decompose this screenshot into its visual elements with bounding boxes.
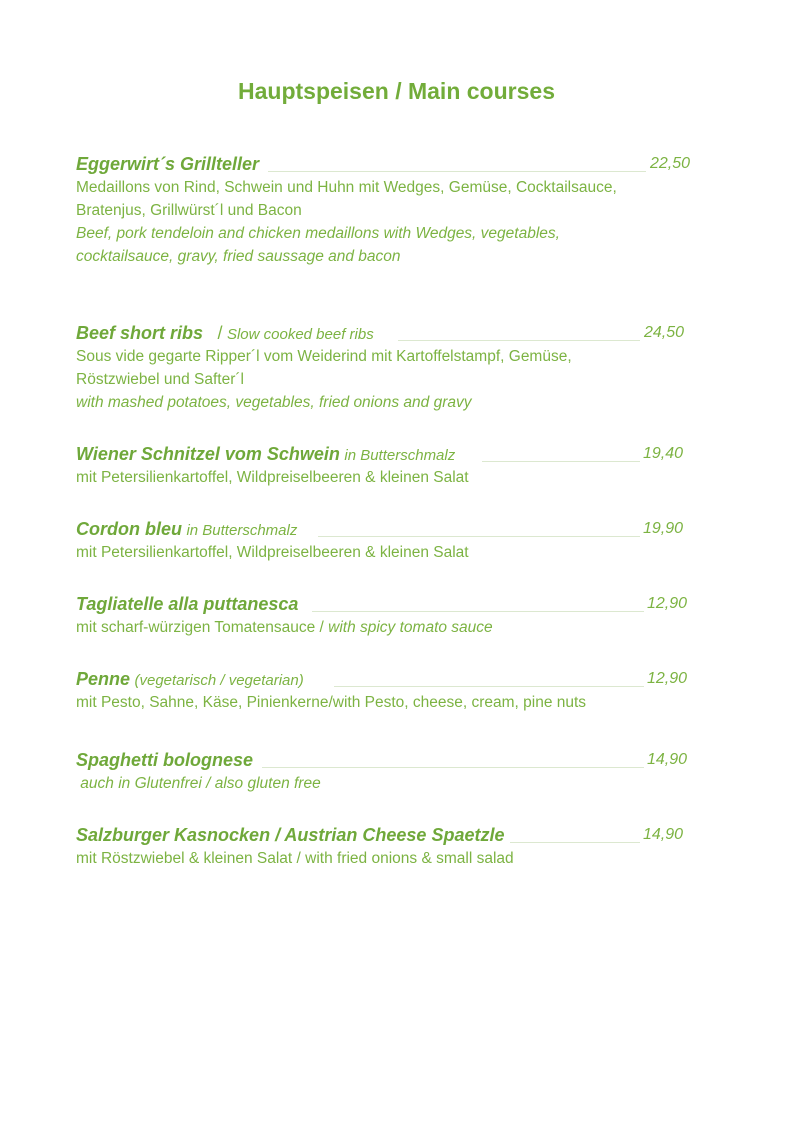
description-de: Bratenjus, Grillwürst´l und Bacon <box>76 202 302 219</box>
dotted-leader <box>268 171 646 172</box>
dish-name: Wiener Schnitzel vom Schwein <box>76 444 340 464</box>
description-de: mit Petersilienkartoffel, Wildpreiselbeeren & kleinen Salat <box>76 469 469 486</box>
dish-price: 12,90 <box>647 595 688 612</box>
description-italic: with spicy tomato sauce <box>328 619 493 636</box>
description-de: mit Petersilienkartoffel, Wildpreiselbeeren & kleinen Salat <box>76 544 469 561</box>
dish-price: 24,50 <box>644 324 685 341</box>
description-plain: mit scharf-würzigen Tomatensauce / <box>76 619 329 636</box>
dish-price: 19,90 <box>643 520 684 537</box>
dotted-leader <box>510 842 640 843</box>
dish-subtitle: (vegetarisch / vegetarian) <box>134 672 304 689</box>
menu-item-header <box>76 823 696 847</box>
dotted-leader <box>482 461 640 462</box>
menu-item-header <box>76 592 696 616</box>
dish-price: 14,90 <box>643 826 684 843</box>
description-en: Beef, pork tendeloin and chicken medaillons with Wedges, vegetables, <box>76 225 560 242</box>
description-de: Medaillons von Rind, Schwein und Huhn mit Wedges, Gemüse, Cocktailsauce, <box>76 179 617 196</box>
dotted-leader <box>334 686 644 687</box>
dotted-leader <box>318 536 640 537</box>
menu-item-header <box>76 152 696 176</box>
dish-subtitle: in Butterschmalz <box>186 522 298 539</box>
menu-item-wiener-schnitzel <box>76 442 696 489</box>
menu-item-header <box>76 517 696 541</box>
dish-subtitle: in Butterschmalz <box>344 447 456 464</box>
description-de: mit Pesto, Sahne, Käse, Pinienkerne/with Pesto, cheese, cream, pine nuts <box>76 694 587 711</box>
menu-item-header <box>76 442 696 466</box>
menu-item-kasnocken <box>76 823 696 870</box>
dotted-leader <box>312 611 644 612</box>
menu-item-cordon-bleu <box>76 517 696 564</box>
description-en: with mashed potatoes, vegetables, fried onions and gravy <box>76 394 472 411</box>
description-de: Sous vide gegarte Ripper´l vom Weiderind mit Kartoffelstampf, Gemüse, <box>76 348 572 365</box>
dotted-leader <box>262 767 644 768</box>
dish-name: Beef short ribs <box>76 323 204 343</box>
dish-price: 12,90 <box>647 670 688 687</box>
description-de <box>76 616 696 639</box>
menu-item-tagliatelle <box>76 592 696 639</box>
dish-name: Eggerwirt´s Grillteller <box>76 154 260 174</box>
menu-item-spaghetti-bolognese <box>76 748 696 795</box>
separator: / <box>217 323 223 343</box>
dish-price: 22,50 <box>650 155 691 172</box>
menu-item-header <box>76 748 696 772</box>
dish-name: Spaghetti bolognese <box>76 750 254 770</box>
dish-price: 19,40 <box>643 445 684 462</box>
dish-price: 14,90 <box>647 751 688 768</box>
dish-name: Penne <box>76 669 131 689</box>
dish-name: Tagliatelle alla puttanesca <box>76 594 299 614</box>
menu-item-penne <box>76 667 696 714</box>
dish-name: Cordon bleu <box>76 519 182 539</box>
description-en: auch in Glutenfrei / also gluten free <box>76 775 321 792</box>
menu-item-grillteller <box>76 152 696 268</box>
dotted-leader <box>398 340 640 341</box>
description-en: cocktailsauce, gravy, fried saussage and bacon <box>76 248 401 265</box>
dish-name: Salzburger Kasnocken / Austrian Cheese Spaetzle <box>76 825 505 845</box>
dish-subtitle: Slow cooked beef ribs <box>226 326 374 343</box>
menu-item-header <box>76 667 696 691</box>
description-de: mit Röstzwiebel & kleinen Salat / with fried onions & small salad <box>76 850 514 867</box>
menu-item-beef-short-ribs <box>76 321 696 414</box>
page-title: Hauptspeisen / Main courses <box>238 78 555 104</box>
description-de: Röstzwiebel und Safter´l <box>76 371 244 388</box>
menu-item-header <box>76 321 696 345</box>
